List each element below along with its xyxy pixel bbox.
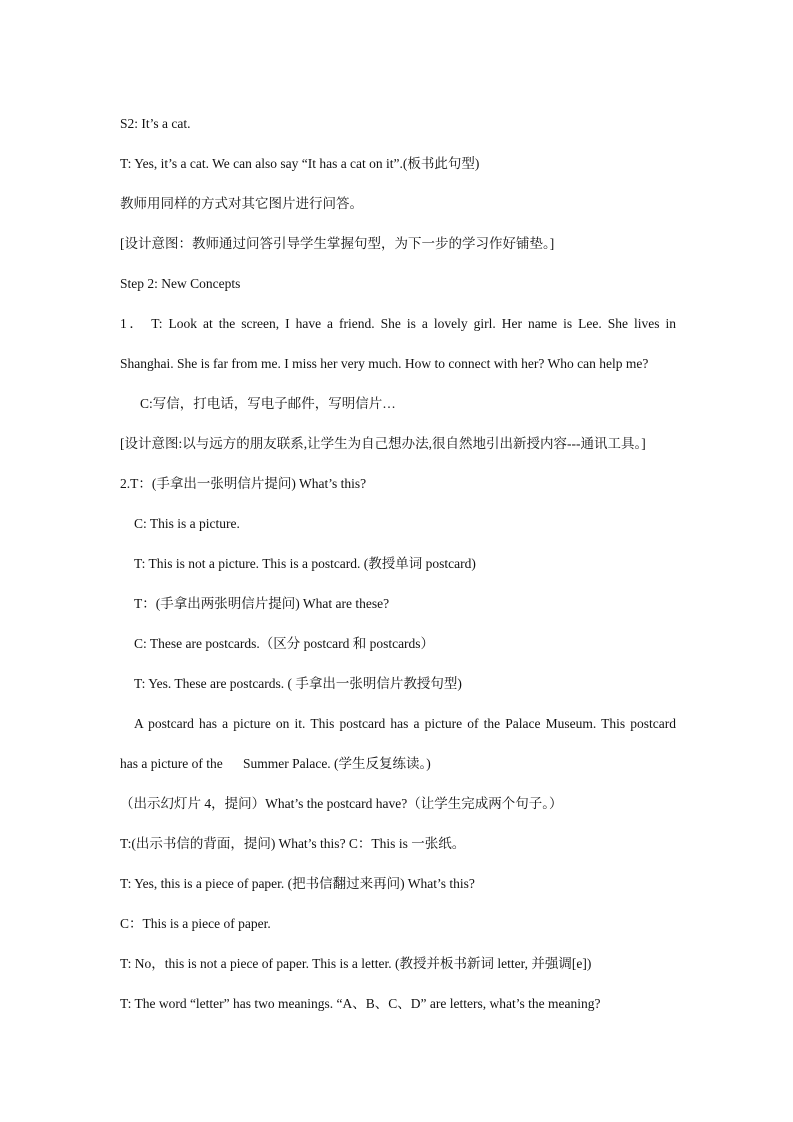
text-line-same-method: 教师用同样的方式对其它图片进行问答。 [120,196,363,211]
section-heading-step2: Step 2: New Concepts [120,276,241,291]
text-line-slide-4: （出示幻灯片 4，提问）What’s the postcard have?（让学生完成两个句子。） [120,796,563,811]
text-line-summer-palace: has a picture of the Summer Palace. (学生反复练读。) [120,756,431,771]
text-line-letter-teach: T: No，this is not a piece of paper. This is a letter. (教授并板书新词 letter, 并强调[e]) [120,956,592,971]
text-line-teacher-cat: T: Yes, it’s a cat. We can also say “It has a cat on it”.(板书此句型) [120,156,480,171]
text-line-class-paper: C：This is a piece of paper. [120,916,271,931]
text-line-piece-of-paper: T: Yes, this is a piece of paper. (把书信翻过来再问) What’s this? [120,876,475,891]
text-line-design-intent-2: [设计意图:以与远方的朋友联系,让学生为自己想办法,很自然地引出新授内容---通讯工具。] [120,436,646,451]
text-line-plural-postcards: C: These are postcards.（区分 postcard 和 postcards） [134,636,435,651]
text-line-letter-meanings: T: The word “letter” has two meanings. “A、B、C、D” are letters, what’s the meaning? [120,996,601,1011]
text-line-picture-answer: C: This is a picture. [134,516,240,531]
text-line-confirm-postcards: T: Yes. These are postcards. ( 手拿出一张明信片教授句型) [134,676,462,691]
text-line-design-intent-1: [设计意图：教师通过问答引导学生掌握句型，为下一步的学习作好铺垫。] [120,236,555,251]
text-line-postcard-teach: T: This is not a picture. This is a postcard. (教授单词 postcard) [134,556,476,571]
text-line-s2-reply: S2: It’s a cat. [120,116,191,131]
text-line-two-postcards: T：(手拿出两张明信片提问) What are these? [134,596,390,611]
text-line-class-answers: C:写信，打电话，写电子邮件，写明信片… [140,396,396,411]
text-line-friend-shanghai: Shanghai. She is far from me. I miss her very much. How to connect with her? Who can help me? [120,356,649,371]
text-line-paper-back: T:(出示书信的背面，提问) What’s this? C：This is 一张纸。 [120,836,466,851]
text-line-palace-museum: A postcard has a picture on it. This postcard has a picture of the Palace Museum. This postcard [134,716,676,731]
text-line-step-2-question: 2.T：(手拿出一张明信片提问) What’s this? [120,476,367,491]
text-line-friend-intro: 1． T: Look at the screen, I have a friend. She is a lovely girl. Her name is Lee. She lives in [120,316,676,331]
